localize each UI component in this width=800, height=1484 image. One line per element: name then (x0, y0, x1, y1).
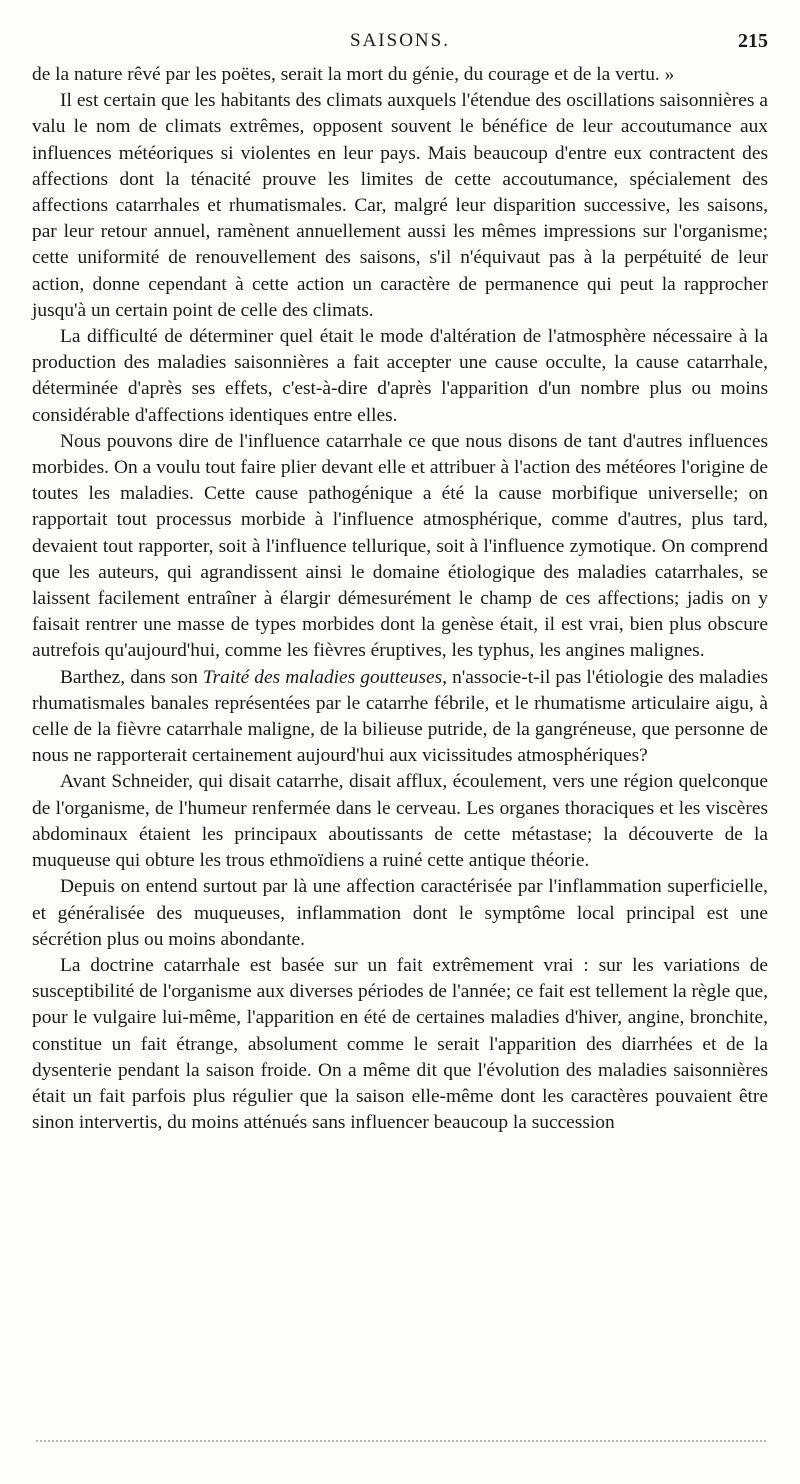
book-title-traite: Traité des maladies goutteuses (202, 666, 443, 688)
page-number: 215 (738, 30, 768, 52)
paragraph-barthez-rest: , n'associe-t-il pas l'étiologie des maladies rhumatismales banales représentées par le catarrhe fébrile, et le rhumatisme articulaire aigu, à celle de la fièvre catarrhale maligne, de la bilieuse putride, de la gangréneuse, que personne de nous ne rapporterait certainement aujourd'hui aux vicissitudes atmosphériques? (32, 666, 768, 767)
paragraph-climats-extremes: Il est certain que les habitants des climats auxquels l'étendue des oscillations saisonnières a valu le nom de climats extrêmes, opposent souvent le bénéfice de leur accoutumance aux influences météoriques si violentes en leur pays. Mais beaucoup d'entre eux contractent des affections dont la ténacité prouve les limites de cette accoutumance, spécialement des affections catarrhales et rhumatismales. Car, malgré leur disparition successive, les saisons, par leur retour annuel, ramènent annuellement aussi les mêmes impressions sur l'organisme; cette uniformité de renouvellement des saisons, s'il n'équivaut pas à la perpétuité de leur action, donne cependant à cette action un caractère de permanence qui peut la rapprocher jusqu'à un certain point de celle des climats. (32, 90, 768, 321)
running-title: SAISONS. (350, 30, 450, 51)
paragraph-schneider: Avant Schneider, qui disait catarrhe, disait afflux, écoulement, vers une région quelconque de l'organisme, de l'humeur renfermée dans le cerveau. Les organes thoraciques et les viscères abdominaux étaient les principaux aboutissants de cette métastase; la découverte de la muqueuse qui obture les trous ethmoïdiens a ruiné cette antique théorie. (32, 771, 768, 872)
paragraph-definition: Depuis on entend surtout par là une affection caractérisée par l'inflammation superficielle, et généralisée des muqueuses, inflammation dont le symptôme local principal est une sécrétion plus ou moins abondante. (32, 876, 768, 950)
running-head (32, 30, 768, 56)
footer-dotted-rule (36, 1440, 766, 1442)
paragraph-cause-catarrhale: La difficulté de déterminer quel était le mode d'altération de l'atmosphère nécessaire à la production des maladies saisonnières a fait accepter une cause occulte, la cause catarrhale, déterminée d'après ses effets, c'est-à-dire d'après l'apparition d'un nombre plus ou moins considérable d'affections identiques entre elles. (32, 326, 768, 426)
paragraph-doctrine-catarrhale: La doctrine catarrhale est basée sur un fait extrêmement vrai : sur les variations de susceptibilité de l'organisme aux diverses périodes de l'année; ce fait est tellement la règle que, pour le vulgaire lui-même, l'apparition en été de certaines maladies d'hiver, angine, bronchite, constitue un fait étrange, absolument comme le serait l'apparition des diarrhées et de la dysenterie pendant la saison froide. On a même dit que l'évolution des maladies saisonnières était un fait parfois plus régulier que la saison elle-même dont les caractères pouvaient être sinon intervertis, du moins atténués sans influencer beaucoup la succession (32, 954, 768, 1134)
body-text (32, 62, 768, 1136)
paragraph-influence-catarrhale: Nous pouvons dire de l'influence catarrhale ce que nous disons de tant d'autres influences morbides. On a voulu tout faire plier devant elle et attribuer à l'action des météores l'origine de toutes les maladies. Cette cause pathogénique a été la cause morbifique universelle; on rapportait tout processus morbide à l'influence atmosphérique, comme d'autres, plus tard, devaient tout rapporter, soit à l'influence tellurique, soit à l'influence zymotique. On comprend que les auteurs, qui agrandissent ainsi le domaine étiologique des maladies catarrhales, se laissent facilement entraîner à élargir démesurément le champ de ces affections; jadis on y faisait rentrer une masse de types morbides dont la genèse était, il est vrai, bien plus obscure autrefois qu'aujourd'hui, comme les fièvres éruptives, les typhus, les angines malignes. (32, 430, 768, 662)
paragraph-barthez (32, 665, 768, 770)
paragraph-continuation: de la nature rêvé par les poëtes, serait la mort du génie, du courage et de la vertu. » (32, 64, 675, 85)
paragraph-barthez-lead: Barthez, dans son (60, 666, 203, 688)
